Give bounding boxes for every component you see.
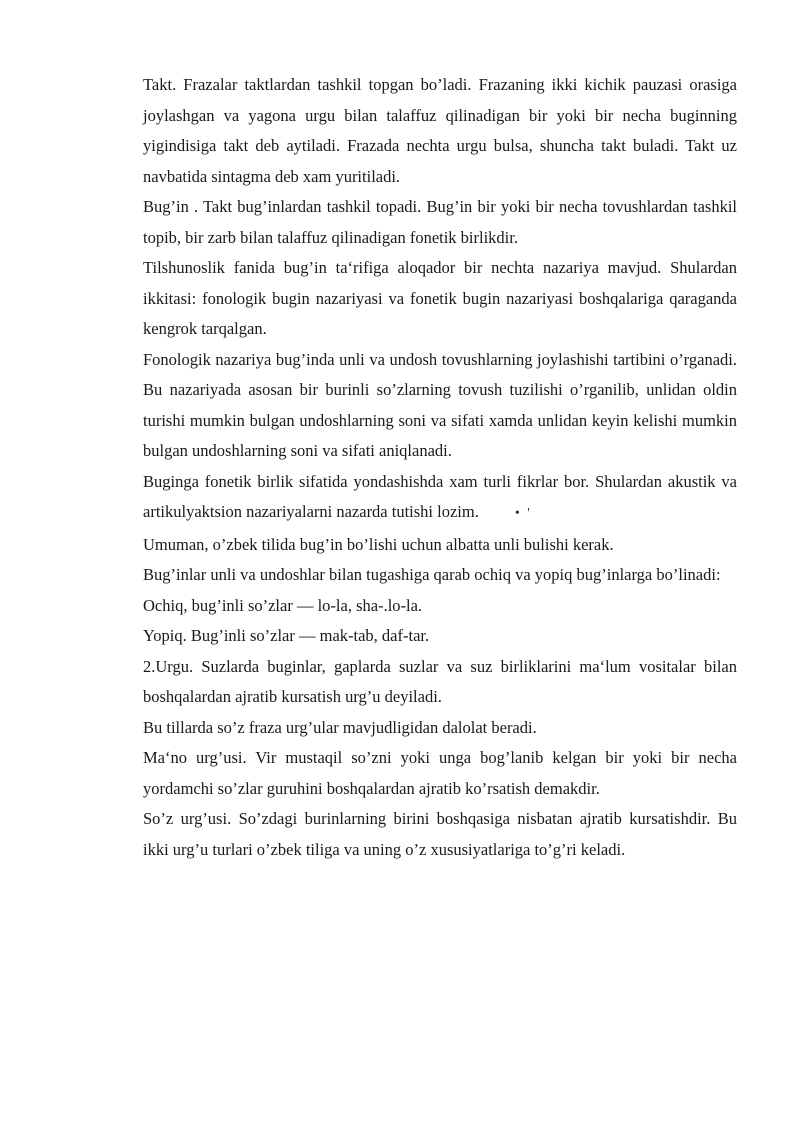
paragraph-phonological-theory: Fonologik nazariya bug’inda unli va undosh tovushlarning joylashishi tartibini o’rganadi. Bu nazariyada asosan bir burinli so’zlarning tovush tuzilishi o’rganilib, unlidan oldin turishi mumkin bulgan undoshlarning soni va sifati xamda unlidan keyin kelishi mumkin bulgan undoshlarning soni va sifati aniqlanadi. — [143, 349, 737, 460]
paragraph-open-closed: Bug’inlar unli va undoshlar bilan tugashiga qarab ochiq va yopiq bug’inlarga bo’linadi: — [143, 565, 721, 584]
paragraph-closed-example: Yopiq. Bug’inli so’zlar — mak-tab, daf-tar. — [143, 626, 430, 645]
stray-marks: • ' — [514, 506, 532, 521]
paragraph-phonetic-approach — [143, 467, 737, 530]
paragraph-meaning-stress: Ma‘no urg’usi. Vir mustaqil so’zni yoki unga bog’lanib kelgan bir yoki bir necha yordamchi so’zlar guruhini boshqalardan ajratib ko’rsatish demakdir. — [143, 748, 737, 798]
paragraph-bugin-definition: Bug’in . Takt bug’inlardan tashkil topadi. Bug’in bir yoki bir necha tovushlardan tashkil topib, bir zarb bilan talaffuz qilinadigan fonetik birlikdir. — [143, 197, 737, 247]
paragraph-bugin-theories: Tilshunoslik fanida bug’in ta‘rifiga aloqador bir nechta nazariya mavjud. Shulardan ikkitasi: fonologik bugin nazariyasi va fonetik bugin nazariyasi boshqalariga qaraganda kengrok tarqalgan. — [143, 258, 737, 338]
paragraph-phonetic-approach-text: Buginga fonetik birlik sifatida yondashishda xam turli fikrlar bor. Shulardan akustik va artikulyaktsion nazariyalarni nazarda tutishi lozim. — [143, 471, 737, 521]
paragraph-stress-definition: 2.Urgu. Suzlarda buginlar, gaplarda suzlar va suz birliklarini ma‘lum vositalar bilan boshqalardan ajratib kursatish urg’u deyiladi. — [143, 656, 737, 706]
paragraph-takt: Takt. Frazalar taktlardan tashkil topgan bo’ladi. Frazaning ikki kichik pauzasi orasiga joylashgan va yagona urgu bilan talaffuz qilinadigan bir yoki bir necha buginning yigindisiga takt deb aytiladi. Frazada nechta urgu bulsa, shuncha takt buladi. Takt uz navbatida sintagma deb xam yuritiladi. — [143, 75, 737, 186]
paragraph-word-stress: So’z urg’usi. So’zdagi burinlarning birini boshqasiga nisbatan ajratib kursatishdir. Bu ikki urg’u turlari o’zbek tiliga va uning o’z xususiyatlariga to’g’ri keladi. — [143, 809, 737, 859]
document-body — [143, 70, 737, 865]
paragraph-vowel-requirement: Umuman, o’zbek tilida bug’in bo’lishi uchun albatta unli bulishi kerak. — [143, 534, 614, 554]
paragraph-stress-evidence: Bu tillarda so’z fraza urg’ular mavjudligidan dalolat beradi. — [143, 717, 537, 737]
paragraph-open-example: Ochiq, bug’inli so’zlar — lo-la, sha-.lo-la. — [143, 595, 423, 615]
